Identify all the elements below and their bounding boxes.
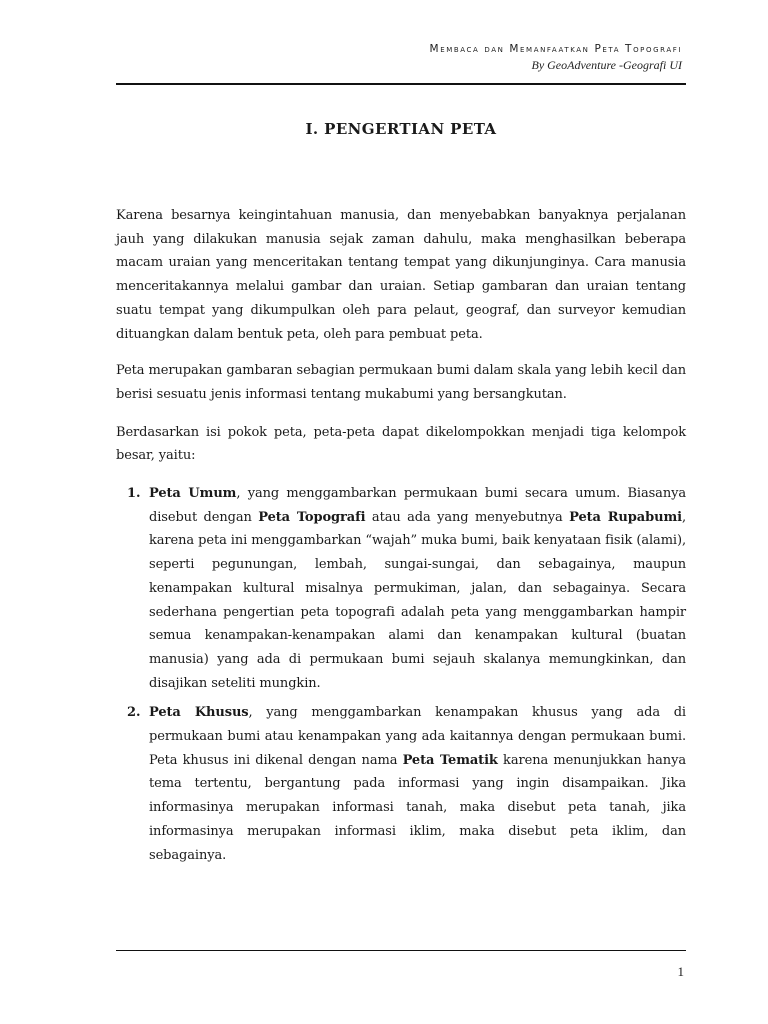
- list-item-number: 1.: [127, 486, 141, 502]
- list-item-text: atau ada yang menyebutnya: [365, 509, 570, 525]
- footer-divider: [116, 950, 686, 951]
- document-body: [116, 204, 686, 873]
- page-number: 1: [677, 964, 684, 979]
- bold-term: Peta Tematik: [402, 752, 498, 768]
- running-header-subtitle: By GeoAdventure -Geografi UI: [531, 58, 682, 72]
- paragraph-intro: Karena besarnya keingintahuan manusia, dan menyebabkan banyaknya perjalanan jauh yang dilakukan manusia sejak zaman dahulu, maka menghasilkan beberapa macam uraian yang menceritakan tentang tempat yang dikunjunginya. Cara manusia menceritakannya melalui gambar dan uraian. Setiap gambaran dan uraian tentang suatu tempat yang dikumpulkan oleh para pelaut, geograf, dan surveyor kemudian dituangkan dalam bentuk peta, oleh para pembuat peta.: [116, 208, 686, 342]
- list-item: [116, 482, 686, 695]
- header-divider: [116, 83, 686, 85]
- chapter-title: I. PENGERTIAN PETA: [305, 120, 497, 138]
- list-item-term: Peta Khusus: [149, 705, 249, 721]
- list-item-text: , karena peta ini menggambarkan “wajah” muka bumi, baik kenyataan fisik (alami), seperti pegunungan, lembah, sungai-sungai, dan sebagainya, maupun kenampakan kultural misalnya permukiman, jalan, dan sebagainya. Secara sederhana pengertian peta topografi adalah peta yang menggambarkan hampir semua kenampakan-kenampakan alami dan kenampakan kultural (buatan manusia) yang ada di permukaan bumi sejauh skalanya memungkinkan, dan disajikan seteliti mungkin.: [149, 509, 686, 691]
- list-item-number: 2.: [127, 705, 141, 721]
- paragraph-classification: Berdasarkan isi pokok peta, peta-peta dapat dikelompokkan menjadi tiga kelompok besar, yaitu:: [116, 424, 686, 464]
- list-item-text: karena menunjukkan hanya tema tertentu, bergantung pada informasi yang ingin disampaikan. Jika informasinya merupakan informasi tanah, maka disebut peta tanah, jika informasinya merupakan informasi iklim, maka disebut peta iklim, dan sebagainya.: [149, 752, 686, 863]
- bold-term: Peta Topografi: [258, 509, 366, 525]
- list-item-text: , yang menggambarkan kenampakan khusus yang ada di permukaan bumi atau kenampakan yang ada kaitannya dengan permukaan bumi. Peta khusus ini dikenal dengan nama: [149, 705, 686, 768]
- list-item: [116, 701, 686, 867]
- running-header-title: Membaca dan Memanfaatkan Peta Topografi: [429, 43, 682, 55]
- paragraph-definition: Peta merupakan gambaran sebagian permukaan bumi dalam skala yang lebih kecil dan berisi sesuatu jenis informasi tentang mukabumi yang bersangkutan.: [116, 363, 686, 402]
- bold-term: Peta Rupabumi: [569, 509, 682, 525]
- list-item-text: , yang menggambarkan permukaan bumi secara umum. Biasanya disebut dengan: [149, 486, 686, 525]
- map-type-list: [116, 482, 686, 867]
- list-item-term: Peta Umum: [149, 486, 237, 502]
